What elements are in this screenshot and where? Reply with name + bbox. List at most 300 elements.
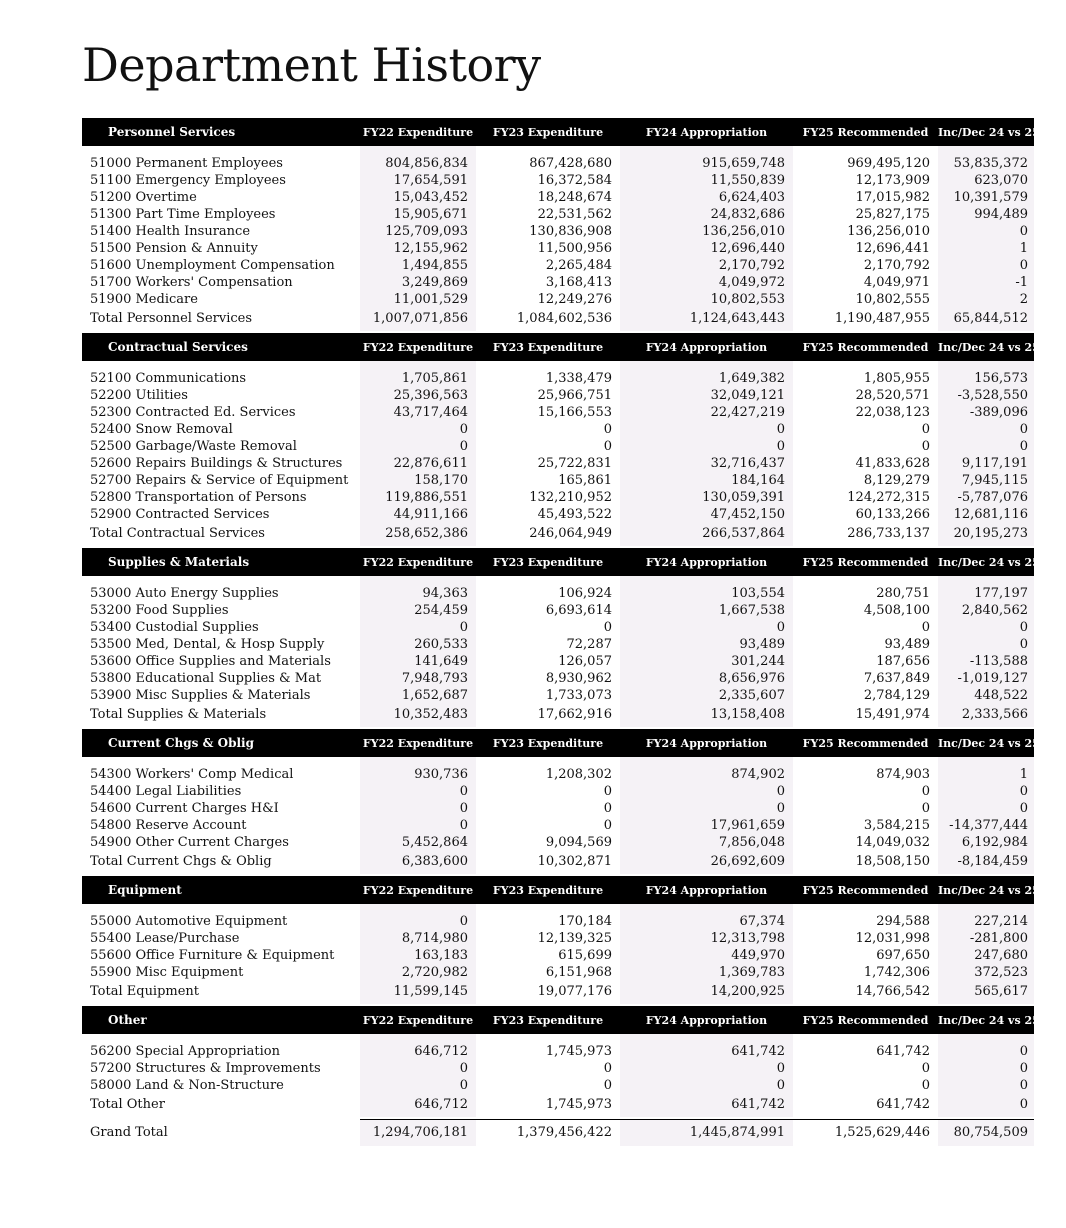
value-cell: 0 [360, 1060, 476, 1077]
value-cell: 1,649,382 [620, 370, 793, 387]
column-header: FY25 Recommended [793, 876, 938, 904]
row-label: 54800 Reserve Account [90, 818, 247, 833]
value-cell: 130,836,908 [529, 224, 612, 239]
value-cell: 1,494,855 [360, 257, 476, 274]
spacer-cell [938, 576, 1034, 585]
row-label: 55600 Office Furniture & Equipment [90, 948, 335, 963]
value-cell: 80,754,509 [938, 1120, 1034, 1147]
value-cell: 0 [921, 1061, 930, 1076]
value-cell: -8,184,459 [938, 851, 1034, 874]
table-row [82, 653, 1034, 670]
value-cell: 641,742 [620, 1043, 793, 1060]
value-cell: 26,692,609 [620, 851, 793, 874]
table-row [82, 189, 1034, 206]
value-cell: 125,709,093 [360, 223, 476, 240]
spacer-cell [360, 146, 476, 155]
column-header: FY23 Expenditure [476, 548, 620, 576]
value-cell: 17,662,916 [537, 707, 612, 722]
value-cell: 0 [603, 1061, 612, 1076]
value-cell: 45,493,522 [537, 507, 612, 522]
value-cell: 1,379,456,422 [476, 1120, 620, 1147]
column-header: FY25 Recommended [793, 1006, 938, 1034]
value-cell: 0 [603, 784, 612, 799]
row-label: 54600 Current Charges H&I [90, 801, 279, 816]
value-cell: 448,522 [938, 687, 1034, 704]
value-cell: 16,372,584 [537, 173, 612, 188]
table-row [82, 602, 1034, 619]
table-row [82, 421, 1034, 438]
table-row [82, 1043, 1034, 1060]
row-label: 52800 Transportation of Persons [90, 490, 307, 505]
spacer-cell [476, 146, 620, 155]
value-cell: 132,210,952 [529, 490, 612, 505]
value-cell: 0 [938, 1060, 1034, 1077]
value-cell: 0 [938, 1043, 1034, 1060]
value-cell: 0 [620, 783, 793, 800]
spacer-cell [938, 904, 1034, 913]
row-label: 52600 Repairs Buildings & Structures [90, 456, 343, 471]
table-row [82, 800, 1034, 817]
spacer-cell [82, 146, 360, 155]
value-cell: 0 [938, 421, 1034, 438]
row-label: Total Equipment [90, 984, 200, 999]
column-header: FY24 Appropriation [620, 548, 793, 576]
value-cell: 6,151,968 [545, 965, 612, 980]
table-row [82, 438, 1034, 455]
section-table [82, 548, 1040, 727]
value-cell: 1,208,302 [545, 767, 612, 782]
value-cell: 2 [938, 291, 1034, 308]
value-cell: 1,745,973 [545, 1044, 612, 1059]
table-row [82, 206, 1034, 223]
value-cell: 13,158,408 [620, 704, 793, 727]
value-cell: 6,192,984 [938, 834, 1034, 851]
row-label: Total Personnel Services [90, 311, 253, 326]
section-header [82, 333, 1034, 361]
row-label: 51300 Part Time Employees [90, 207, 276, 222]
column-header: FY22 Expenditure [360, 876, 476, 904]
table-row [82, 240, 1034, 257]
table-row [82, 370, 1034, 387]
value-cell: 12,696,440 [620, 240, 793, 257]
spacer-cell [620, 361, 793, 370]
value-cell: 1,805,955 [863, 371, 930, 386]
grand-total-row [82, 1120, 1034, 1147]
column-header: FY22 Expenditure [360, 729, 476, 757]
value-cell: 0 [938, 1094, 1034, 1117]
value-cell: 1,705,861 [360, 370, 476, 387]
budget-tables [82, 118, 1040, 1146]
value-cell: 0 [938, 783, 1034, 800]
column-header: Inc/Dec 24 vs 25 [938, 548, 1034, 576]
spacer-row [82, 576, 1034, 585]
row-label: 52100 Communications [90, 371, 247, 386]
spacer-cell [476, 1034, 620, 1043]
value-cell: 1,190,487,955 [834, 311, 930, 326]
row-label: 52500 Garbage/Waste Removal [90, 439, 297, 454]
value-cell: -1,019,127 [938, 670, 1034, 687]
value-cell: 294,588 [876, 914, 930, 929]
value-cell: 1,445,874,991 [620, 1120, 793, 1147]
value-cell: 14,200,925 [620, 981, 793, 1004]
value-cell: 20,195,273 [938, 523, 1034, 546]
row-label: 52700 Repairs & Service of Equipment [90, 473, 349, 488]
value-cell: 9,094,569 [545, 835, 612, 850]
value-cell: 697,650 [876, 948, 930, 963]
value-cell: 126,057 [558, 654, 612, 669]
value-cell: 14,049,032 [855, 835, 930, 850]
value-cell: 119,886,551 [360, 489, 476, 506]
spacer-row [82, 757, 1034, 766]
value-cell: 65,844,512 [938, 308, 1034, 331]
section-table [82, 729, 1040, 874]
value-cell: 0 [360, 800, 476, 817]
table-row [82, 817, 1034, 834]
value-cell: -389,096 [938, 404, 1034, 421]
table-row [82, 636, 1034, 653]
table-row [82, 155, 1034, 172]
value-cell: 17,961,659 [620, 817, 793, 834]
section-title: Supplies & Materials [82, 548, 360, 576]
section-table [82, 333, 1040, 546]
value-cell: 254,459 [360, 602, 476, 619]
value-cell: 0 [620, 1060, 793, 1077]
value-cell: 67,374 [620, 913, 793, 930]
table-row [82, 619, 1034, 636]
value-cell: 3,249,869 [360, 274, 476, 291]
value-cell: 32,716,437 [620, 455, 793, 472]
value-cell: -1 [938, 274, 1034, 291]
column-header: FY24 Appropriation [620, 333, 793, 361]
total-row [82, 981, 1034, 1004]
value-cell: 1,338,479 [545, 371, 612, 386]
column-header: FY24 Appropriation [620, 876, 793, 904]
value-cell: 12,313,798 [620, 930, 793, 947]
value-cell: 12,173,909 [855, 173, 930, 188]
value-cell: 14,766,542 [855, 984, 930, 999]
value-cell: -14,377,444 [938, 817, 1034, 834]
value-cell: 103,554 [620, 585, 793, 602]
value-cell: 1,652,687 [360, 687, 476, 704]
value-cell: 0 [360, 619, 476, 636]
value-cell: 0 [603, 439, 612, 454]
row-label: Total Other [90, 1097, 165, 1112]
row-label: 53500 Med, Dental, & Hosp Supply [90, 637, 325, 652]
value-cell: 10,802,553 [620, 291, 793, 308]
value-cell: 11,550,839 [620, 172, 793, 189]
column-header: FY23 Expenditure [476, 333, 620, 361]
table-row [82, 489, 1034, 506]
value-cell: 7,856,048 [620, 834, 793, 851]
spacer-cell [360, 576, 476, 585]
value-cell: 258,652,386 [360, 523, 476, 546]
spacer-cell [360, 361, 476, 370]
column-header: FY24 Appropriation [620, 729, 793, 757]
value-cell: 615,699 [558, 948, 612, 963]
table-row [82, 387, 1034, 404]
section-header [82, 729, 1034, 757]
value-cell: 0 [360, 913, 476, 930]
spacer-row [82, 361, 1034, 370]
value-cell: 12,681,116 [938, 506, 1034, 523]
value-cell: 47,452,150 [620, 506, 793, 523]
spacer-cell [793, 576, 938, 585]
value-cell: 10,802,555 [855, 292, 930, 307]
value-cell: 28,520,571 [855, 388, 930, 403]
total-row [82, 1094, 1034, 1117]
row-label: 55900 Misc Equipment [90, 965, 244, 980]
value-cell: 10,352,483 [360, 704, 476, 727]
value-cell: 1,742,306 [863, 965, 930, 980]
value-cell: 2,265,484 [545, 258, 612, 273]
value-cell: -113,588 [938, 653, 1034, 670]
value-cell: 1,733,073 [545, 688, 612, 703]
value-cell: 449,970 [620, 947, 793, 964]
table-row [82, 257, 1034, 274]
value-cell: 106,924 [558, 586, 612, 601]
row-label: 53400 Custodial Supplies [90, 620, 259, 635]
value-cell: 1,745,973 [545, 1097, 612, 1112]
value-cell: 7,948,793 [360, 670, 476, 687]
column-header: FY25 Recommended [793, 118, 938, 146]
section-header [82, 1006, 1034, 1034]
row-label: 52900 Contracted Services [90, 507, 270, 522]
table-row [82, 783, 1034, 800]
column-header: Inc/Dec 24 vs 25 [938, 333, 1034, 361]
value-cell: 0 [921, 784, 930, 799]
table-row [82, 585, 1034, 602]
value-cell: 10,391,579 [938, 189, 1034, 206]
column-header: FY25 Recommended [793, 729, 938, 757]
value-cell: 72,287 [566, 637, 612, 652]
value-cell: 1,525,629,446 [793, 1120, 938, 1147]
value-cell: 0 [938, 1077, 1034, 1094]
value-cell: 15,905,671 [360, 206, 476, 223]
value-cell: 22,531,562 [537, 207, 612, 222]
column-header: FY23 Expenditure [476, 1006, 620, 1034]
table-row [82, 223, 1034, 240]
section-table [82, 1006, 1040, 1117]
row-label: 53600 Office Supplies and Materials [90, 654, 331, 669]
table-row [82, 947, 1034, 964]
spacer-cell [476, 361, 620, 370]
value-cell: 0 [921, 439, 930, 454]
table-row [82, 766, 1034, 783]
value-cell: 8,930,962 [545, 671, 612, 686]
value-cell: 4,508,100 [863, 603, 930, 618]
spacer-cell [360, 1034, 476, 1043]
value-cell: 12,249,276 [537, 292, 612, 307]
grand-total-table [82, 1119, 1034, 1146]
value-cell: 11,500,956 [537, 241, 612, 256]
column-header: FY22 Expenditure [360, 1006, 476, 1034]
row-label: 57200 Structures & Improvements [90, 1061, 321, 1076]
spacer-cell [793, 904, 938, 913]
value-cell: 158,170 [360, 472, 476, 489]
value-cell: 17,015,982 [855, 190, 930, 205]
table-row [82, 506, 1034, 523]
value-cell: 641,742 [876, 1097, 930, 1112]
value-cell: 7,945,115 [938, 472, 1034, 489]
value-cell: 994,489 [938, 206, 1034, 223]
section-title: Current Chgs & Oblig [82, 729, 360, 757]
spacer-row [82, 904, 1034, 913]
value-cell: 25,396,563 [360, 387, 476, 404]
value-cell: 15,491,974 [855, 707, 930, 722]
value-cell: 0 [921, 801, 930, 816]
row-label: 51100 Emergency Employees [90, 173, 286, 188]
column-header: Inc/Dec 24 vs 25 [938, 1006, 1034, 1034]
value-cell: 93,489 [620, 636, 793, 653]
spacer-cell [476, 904, 620, 913]
value-cell: 1,007,071,856 [360, 308, 476, 331]
value-cell: 266,537,864 [620, 523, 793, 546]
value-cell: 0 [603, 620, 612, 635]
value-cell: 19,077,176 [537, 984, 612, 999]
value-cell: 0 [921, 620, 930, 635]
value-cell: 5,452,864 [360, 834, 476, 851]
spacer-cell [793, 1034, 938, 1043]
table-row [82, 291, 1034, 308]
row-label: 51500 Pension & Annuity [90, 241, 258, 256]
table-row [82, 834, 1034, 851]
value-cell: 301,244 [620, 653, 793, 670]
value-cell: -5,787,076 [938, 489, 1034, 506]
value-cell: 11,001,529 [360, 291, 476, 308]
value-cell: 25,827,175 [855, 207, 930, 222]
value-cell: 22,427,219 [620, 404, 793, 421]
value-cell: 10,302,871 [537, 854, 612, 869]
value-cell: 44,911,166 [360, 506, 476, 523]
value-cell: 177,197 [938, 585, 1034, 602]
section-title: Personnel Services [82, 118, 360, 146]
section-header [82, 548, 1034, 576]
value-cell: 646,712 [360, 1043, 476, 1060]
row-label: 53200 Food Supplies [90, 603, 229, 618]
spacer-cell [938, 361, 1034, 370]
total-row [82, 523, 1034, 546]
row-label: 52300 Contracted Ed. Services [90, 405, 296, 420]
spacer-cell [82, 757, 360, 766]
section-title: Contractual Services [82, 333, 360, 361]
spacer-cell [793, 361, 938, 370]
column-header: Inc/Dec 24 vs 25 [938, 729, 1034, 757]
row-label: 55000 Automotive Equipment [90, 914, 288, 929]
row-label: 53000 Auto Energy Supplies [90, 586, 279, 601]
value-cell: 60,133,266 [855, 507, 930, 522]
page-title: Department History [82, 38, 541, 92]
value-cell: 0 [921, 422, 930, 437]
value-cell: 136,256,010 [847, 224, 930, 239]
value-cell: 2,170,792 [620, 257, 793, 274]
value-cell: 141,649 [360, 653, 476, 670]
value-cell: 0 [938, 438, 1034, 455]
row-label: 52400 Snow Removal [90, 422, 233, 437]
row-label: 55400 Lease/Purchase [90, 931, 240, 946]
table-row [82, 1077, 1034, 1094]
value-cell: 874,902 [620, 766, 793, 783]
value-cell: 6,624,403 [620, 189, 793, 206]
value-cell: 0 [938, 619, 1034, 636]
value-cell: 1,124,643,443 [620, 308, 793, 331]
value-cell: 18,508,150 [855, 854, 930, 869]
row-label: 51600 Unemployment Compensation [90, 258, 335, 273]
value-cell: 1,667,538 [620, 602, 793, 619]
row-label: 58000 Land & Non-Structure [90, 1078, 284, 1093]
value-cell: 0 [938, 257, 1034, 274]
value-cell: 1 [938, 766, 1034, 783]
value-cell: 565,617 [938, 981, 1034, 1004]
value-cell: 0 [938, 800, 1034, 817]
row-label: 53900 Misc Supplies & Materials [90, 688, 311, 703]
table-row [82, 455, 1034, 472]
value-cell: 930,736 [360, 766, 476, 783]
row-label: Total Supplies & Materials [90, 707, 267, 722]
value-cell: 804,856,834 [360, 155, 476, 172]
value-cell: 2,840,562 [938, 602, 1034, 619]
column-header: FY22 Expenditure [360, 118, 476, 146]
value-cell: 623,070 [938, 172, 1034, 189]
value-cell: 43,717,464 [360, 404, 476, 421]
value-cell: 286,733,137 [847, 526, 930, 541]
value-cell: 187,656 [876, 654, 930, 669]
value-cell: 94,363 [360, 585, 476, 602]
value-cell: 184,164 [620, 472, 793, 489]
column-header: FY23 Expenditure [476, 876, 620, 904]
row-label: Total Contractual Services [90, 526, 265, 541]
spacer-cell [620, 904, 793, 913]
spacer-cell [82, 1034, 360, 1043]
value-cell: 22,038,123 [855, 405, 930, 420]
column-header: Inc/Dec 24 vs 25 [938, 876, 1034, 904]
table-row [82, 274, 1034, 291]
value-cell: 0 [938, 223, 1034, 240]
column-header: Inc/Dec 24 vs 25 [938, 118, 1034, 146]
column-header: FY25 Recommended [793, 333, 938, 361]
column-header: FY25 Recommended [793, 548, 938, 576]
value-cell: 2,784,129 [863, 688, 930, 703]
value-cell: 8,129,279 [863, 473, 930, 488]
value-cell: 0 [921, 1078, 930, 1093]
row-label: 53800 Educational Supplies & Mat [90, 671, 322, 686]
value-cell: 0 [620, 1077, 793, 1094]
value-cell: 18,248,674 [537, 190, 612, 205]
value-cell: 2,335,607 [620, 687, 793, 704]
value-cell: 9,117,191 [938, 455, 1034, 472]
value-cell: 1,084,602,536 [516, 311, 612, 326]
value-cell: 7,637,849 [863, 671, 930, 686]
value-cell: 41,833,628 [855, 456, 930, 471]
value-cell: 32,049,121 [620, 387, 793, 404]
table-row [82, 964, 1034, 981]
section-table [82, 876, 1040, 1004]
value-cell: 0 [360, 1077, 476, 1094]
row-label: Grand Total [90, 1124, 168, 1140]
value-cell: 641,742 [876, 1044, 930, 1059]
table-row [82, 472, 1034, 489]
spacer-cell [360, 757, 476, 766]
value-cell: 4,049,972 [620, 274, 793, 291]
value-cell: 25,722,831 [537, 456, 612, 471]
value-cell: 0 [620, 421, 793, 438]
value-cell: -281,800 [938, 930, 1034, 947]
row-label: 51700 Workers' Compensation [90, 275, 293, 290]
row-label: 54400 Legal Liabilities [90, 784, 242, 799]
value-cell: 227,214 [938, 913, 1034, 930]
section-table [82, 118, 1040, 331]
value-cell: 280,751 [876, 586, 930, 601]
value-cell: 646,712 [360, 1094, 476, 1117]
